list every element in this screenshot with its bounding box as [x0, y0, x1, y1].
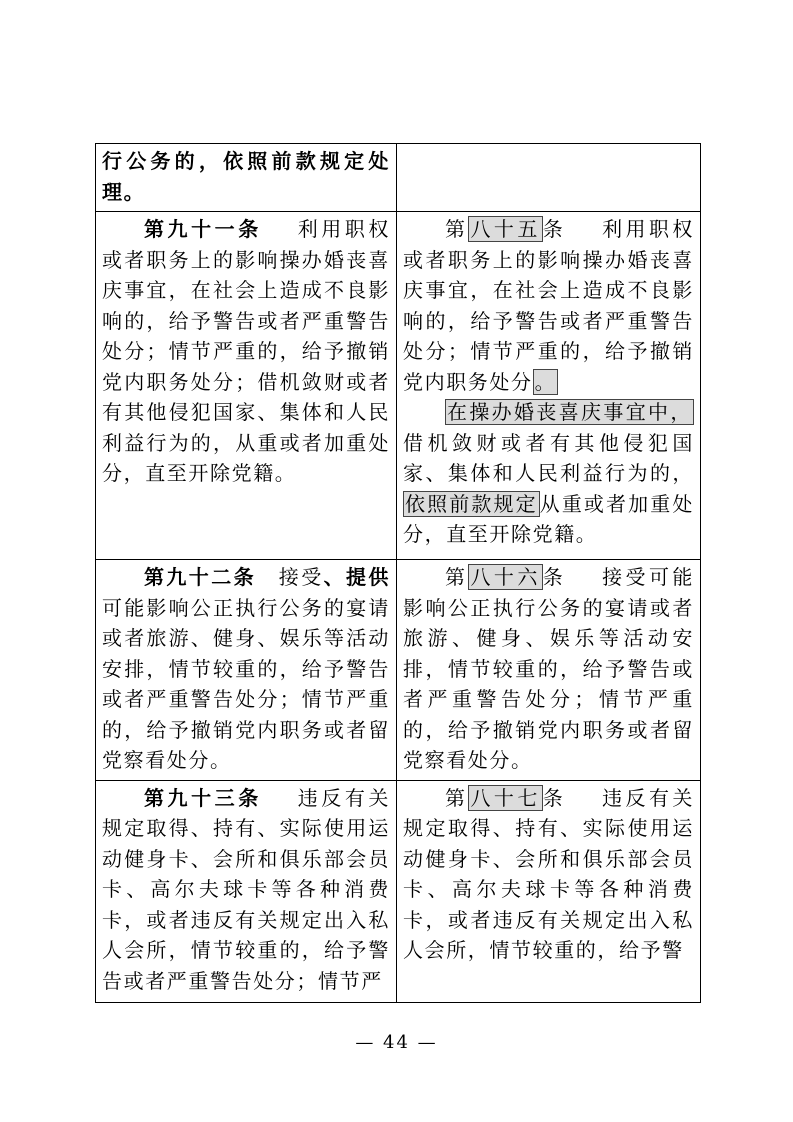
table-row [96, 212, 701, 560]
page-number: — 44 — [355, 1032, 438, 1053]
article-number: 第九十二条 [144, 565, 256, 589]
article-text-c: 可能影响公正执行公务的宴请或者旅游、健身、娱乐等活动安排，情节较重的，给予警告或者严重警告处分；情节严重的，给予撤销党内职务或者留党察看处分。 [102, 595, 390, 772]
highlighted-article-number: 八十五 [470, 217, 541, 241]
article-text: 接受可能影响公正执行公务的宴请或者旅游、健身、娱乐等活动安排，情节较重的，给予警告或者严重警告处分；情节严重的，给予撤销党内职务或者留党察看处分。 [403, 565, 694, 772]
highlighted-period: 。 [534, 369, 557, 394]
table-row [96, 560, 701, 781]
comparison-table [95, 143, 701, 1003]
highlighted-insertion-2: 依照前款规定 [405, 491, 538, 516]
highlighted-article-number: 八十六 [470, 565, 541, 589]
table-row [96, 780, 701, 1002]
paragraph-tail: 从重或者加重处分，直至开除党籍。 [403, 491, 694, 546]
cell-new-article-85 [397, 212, 701, 560]
cell-old-continuation [96, 144, 397, 212]
cell-new-article-86 [397, 560, 701, 781]
article-number: 第九十一条 [144, 217, 262, 241]
highlighted-insertion: 在操办婚丧喜庆事宜中， [447, 400, 692, 424]
cell-old-article-92 [96, 560, 397, 781]
cell-new-article-87 [397, 780, 701, 1002]
article-prefix: 第 [445, 565, 469, 589]
article-suffix: 条 [542, 785, 567, 810]
article-suffix: 条 [542, 565, 567, 589]
cell-old-article-91 [96, 212, 397, 560]
article-prefix: 第 [445, 217, 469, 241]
added-text: 、提供 [323, 565, 391, 589]
table-row [96, 144, 701, 212]
continuation-text: 行公务的，依照前款规定处理。 [102, 149, 390, 204]
cell-old-article-93 [96, 780, 397, 1002]
cell-new-empty [397, 144, 701, 212]
article-text: 利用职权或者职务上的影响操办婚丧喜庆事宜，在社会上造成不良影响的，给予警告或者严重警告处分；情节严重的，给予撤销党内职务处分 [403, 217, 694, 394]
article-text: 违反有关规定取得、持有、实际使用运动健身卡、会所和俱乐部会员卡、高尔夫球卡等各种消费卡，或者违反有关规定出入私人会所，情节较重的，给予警 [403, 785, 694, 962]
highlighted-article-number: 八十七 [470, 785, 541, 810]
article-text: 利用职权或者职务上的影响操办婚丧喜庆事宜，在社会上造成不良影响的，给予警告或者严重警告处分；情节严重的，给予撤销党内职务处分；借机敛财或者有其他侵犯国家、集体和人民利益行为的，从重或者加重处分，直至开除党籍。 [102, 217, 391, 485]
article-number: 第九十三条 [144, 785, 262, 810]
article-text: 违反有关规定取得、持有、实际使用运动健身卡、会所和俱乐部会员卡、高尔夫球卡等各种消费卡，或者违反有关规定出入私人会所，情节较重的，给予警告或者严重警告处分；情节严 [102, 785, 391, 993]
paragraph-text: 借机敛财或者有其他侵犯国家、集体和人民利益行为的， [403, 430, 694, 485]
article-text-a: 接受 [278, 565, 324, 589]
article-suffix: 条 [542, 217, 567, 241]
article-prefix: 第 [445, 785, 469, 810]
